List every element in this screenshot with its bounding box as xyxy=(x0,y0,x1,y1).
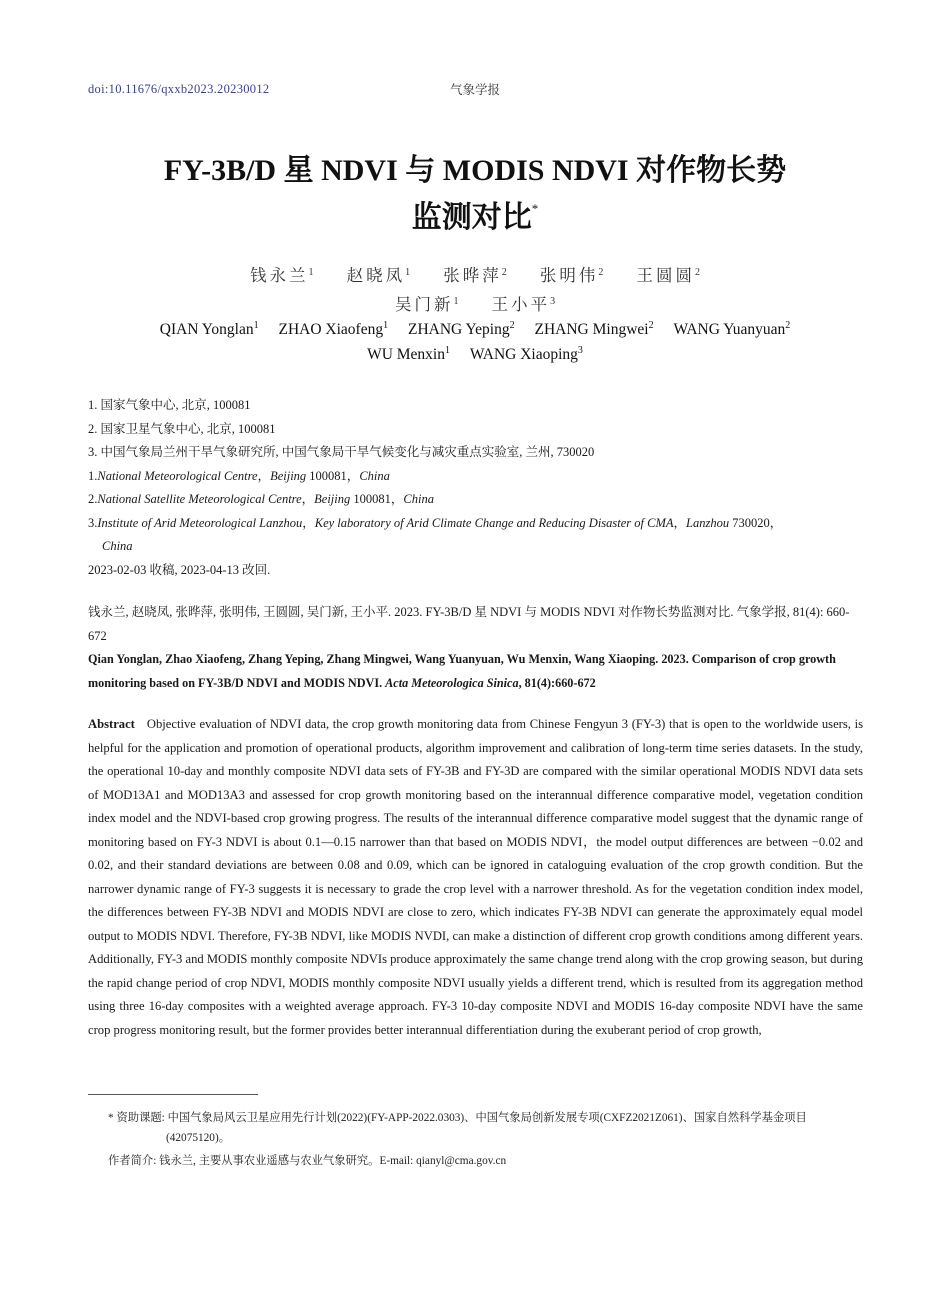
authors-cn-line-2 xyxy=(0,291,950,315)
author-cn: 赵晓凤$^1$ xyxy=(346,266,411,285)
title-footnote-marker: * xyxy=(531,201,539,216)
affiliation-en-1: 1.National Meteorological Centre，Beijing 100081，China xyxy=(88,468,390,483)
affiliation-en-3-country: China xyxy=(102,539,133,553)
funding-line-2: (42075120)。 xyxy=(166,1132,231,1144)
title-line-1: FY-3B/D 星 NDVI 与 MODIS NDVI 对作物长势 xyxy=(163,154,787,187)
paper-title xyxy=(0,152,950,237)
title-line-2 xyxy=(0,190,950,237)
author-en: WANG Xiaoping$^3$ xyxy=(469,345,583,363)
title-line-2-text: 监测对比 xyxy=(411,201,532,234)
abstract-label: Abstract xyxy=(88,717,135,731)
abstract xyxy=(88,713,863,1042)
author-cn: 王小平$^3$ xyxy=(491,295,556,314)
journal-name: 气象学报 xyxy=(449,83,500,97)
affiliation-cn-1: 1. 国家气象中心, 北京, 100081 xyxy=(88,398,251,412)
authors-cn-line-1 xyxy=(0,262,950,286)
funding-footnote xyxy=(108,1108,868,1148)
affiliation-cn-3: 3. 中国气象局兰州干旱气象研究所, 中国气象局干旱气候变化与减灾重点实验室, 兰州, 730020 xyxy=(88,445,595,459)
author-en: WU Menxin$^1$ xyxy=(367,345,450,363)
citation-en: Qian Yonglan, Zhao Xiaofeng, Zhang Yeping, Zhang Mingwei, Wang Yuanyuan, Wu Menxin, Wang Xiaoping. 2023. Comparison of crop growth monitoring based on FY-3B/D NDVI and MODIS NDVI. Acta Meteorologica Sinica, 81(4):660-672 xyxy=(88,652,836,690)
funding-line-1: * 资助课题: 中国气象局风云卫星应用先行计划(2022)(FY-APP-2022.0303)、中国气象局创新发展专项(CXFZ2021Z061)、国家自然科学基金项目 xyxy=(108,1112,807,1124)
author-intro-footnote: 作者简介: 钱永兰, 主要从事农业遥感与农业气象研究。E-mail: qianyl@cma.gov.cn xyxy=(108,1155,507,1167)
doi-link[interactable]: doi:10.11676/qxxb2023.20230012 xyxy=(88,82,270,96)
abstract-text: Objective evaluation of NDVI data, the crop growth monitoring data from Chinese Fengyun 3 (FY-3) that is open to the worldwide users, is helpful for the application and promotion of operational products, algorithm improvement and calibration of long-term time series datasets. In the study, the operational 10-day and monthly composite NDVI data sets of FY-3B and FY-3D are compared with the similar operational MODIS NDVI data sets of MOD13A1 and MOD13A3 and assessed for crop growth monitoring based on the interannual difference comparative model, vegetation condition index model and the NDVI-based crop growing progress. The results of the interannual difference comparative model suggest that the dynamic range of monitoring based on FY-3 NDVI is about 0.1—0.15 narrower than that based on MODIS NDVI，the model output differences are between −0.02 and 0.02, and their standard deviations are between 0.08 and 0.09, which can be ignored in cataloguing evaluation of the crop growth condition. But the narrower dynamic range of FY-3 suggests it is necessary to grade the crop level with a narrower threshold. As for the vegetation condition index model, the differences between FY-3B NDVI and MODIS NDVI are close to zero, which indicates FY-3B NDVI can generate the approximately equal model output to MODIS NDVI. Therefore, FY-3B NDVI, like MODIS NVDI, can make a distinction of different crop growth conditions among different years. Additionally, FY-3 and MODIS monthly composite NDVIs produce approximately the same change trend along with the crop growing season, but during the rapid change period of crop NDVI, MODIS monthly composite NDVI usually yields a different trend, which is resulted from its aggregation method using three 16-day composites with a weighted average approach. FY-3 10-day composite NDVI and MODIS 16-day composite NDVI have the same crop progress monitoring result, but the former provides better interannual differentiation during the exuberant period of crop growth, xyxy=(88,717,863,1037)
author-en: ZHANG Yeping$^2$ xyxy=(407,320,515,338)
author-en: QIAN Yonglan$^1$ xyxy=(159,320,259,338)
affiliation-en-3: 3.Institute of Arid Meteorological Lanzhou，Key laboratory of Arid Climate Change and Reducing Disaster of CMA，Lanzhou 730020， xyxy=(88,515,783,530)
authors-en-line-1 xyxy=(0,320,950,339)
affiliation-cn-2: 2. 国家卫星气象中心, 北京, 100081 xyxy=(88,421,276,436)
author-en: ZHAO Xiaofeng$^1$ xyxy=(278,320,389,338)
affiliations xyxy=(88,394,868,582)
author-cn: 王圆圆$^2$ xyxy=(636,266,700,285)
author-cn: 吴门新$^1$ xyxy=(394,295,459,314)
author-en: WANG Yuanyuan$^2$ xyxy=(673,320,791,338)
author-cn: 张晔萍$^2$ xyxy=(443,266,507,285)
footnote-divider xyxy=(88,1094,258,1095)
authors-en-line-2 xyxy=(0,345,950,364)
author-en: ZHANG Mingwei$^2$ xyxy=(534,320,654,338)
author-cn: 钱永兰$^1$ xyxy=(250,266,314,285)
citation-cn: 钱永兰, 赵晓凤, 张晔萍, 张明伟, 王圆圆, 吴门新, 王小平. 2023. FY-3B/D 星 NDVI 与 MODIS NDVI 对作物长势监测对比. 气象学报, 81(4): 660-672 xyxy=(88,605,850,643)
received-dates: 2023-02-03 收稿, 2023-04-13 改回. xyxy=(88,562,271,577)
affiliation-en-2: 2.National Satellite Meteorological Centre，Beijing 100081，China xyxy=(88,492,434,506)
author-cn: 张明伟$^2$ xyxy=(539,266,604,285)
